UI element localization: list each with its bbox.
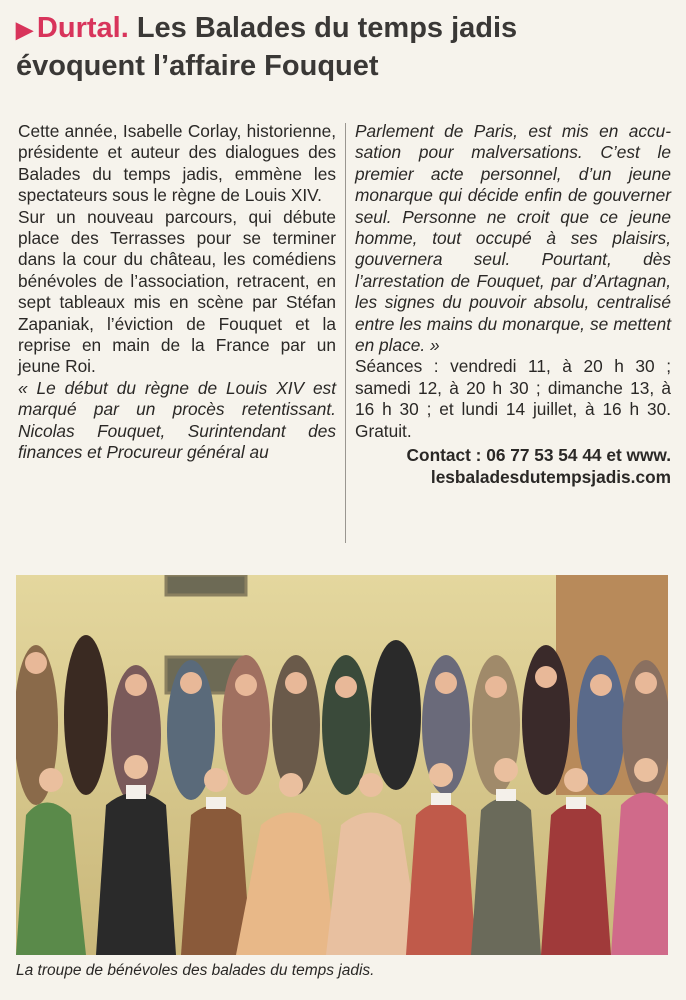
column-divider xyxy=(345,123,346,543)
paragraph-quote-end: Parlement de Paris, est mis en accusation pour malversations. C’est le premier acte personnel, d’un jeune monarque qui décide enfin de gouverner seul. Personne ne croit que ce jeune homme, tout occupé à ses plaisirs, gouvernera seul. Pourtant, dès l’arrestation de Fouquet, par d’Artagnan, les signes du pouvoir absolu, centralisé entre les mains du monarque, se mettent en place. » xyxy=(355,121,671,356)
troupe-photo xyxy=(16,575,668,955)
troupe-photo-illustration xyxy=(16,575,668,955)
photo-caption: La troupe de bénévoles des balades du temps jadis. xyxy=(16,962,375,979)
column-left xyxy=(18,121,336,464)
contact-line-1: Contact : 06 77 53 54 44 et www. xyxy=(406,445,671,466)
contact-info xyxy=(355,445,671,488)
contact-line-2: lesbaladesdutempsjadis.com xyxy=(430,466,671,487)
paragraph-sessions: Séances : vendredi 11, à 20 h 30 ; samedi 12, à 20 h 30 ; dimanche 13, à 16 h 30 ; et lundi 14 juillet, à 16 h 30. Gratuit. xyxy=(355,356,671,441)
headline-line-2: évoquent l’affaire Fouquet xyxy=(16,50,379,82)
headline-line-1: Les Balades du temps jadis xyxy=(136,12,518,44)
triangle-bullet-icon: ▶ xyxy=(16,17,33,42)
headline xyxy=(16,10,676,85)
paragraph-quote-start: « Le début du règne de Louis XIV est marqué par un procès retentissant. Nicolas Fouquet, Surintendant des finances et Procureur général au xyxy=(18,377,336,463)
headline-place: Durtal. xyxy=(36,12,129,44)
paragraph-route: Sur un nouveau parcours, qui débute place des Terrasses pour se terminer dans la cour du château, les comédiens bénévoles de l’association, retracent, en sept tableaux mis en scène par Stéfan Zapaniak, l’éviction de Fouquet et la reprise en main de la France par un jeune Roi. xyxy=(18,206,336,377)
paragraph-intro: Cette année, Isabelle Corlay, historienne, présidente et auteur des dialogues des Balades du temps jadis, emmène les spectateurs sous le règne de Louis XIV. xyxy=(18,121,336,206)
article-body xyxy=(18,121,671,551)
column-right xyxy=(355,121,671,488)
